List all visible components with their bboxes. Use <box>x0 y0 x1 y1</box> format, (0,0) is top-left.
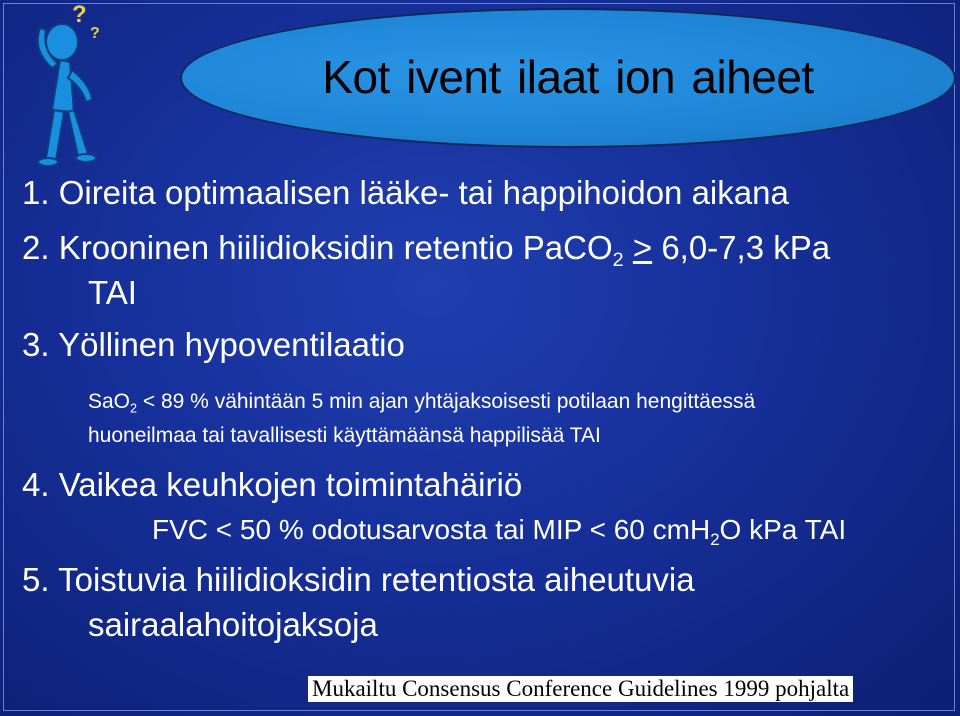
sao-criteria: < 89 % vähintään 5 min ajan yhtäjaksoisesti potilaan hengittäessä <box>142 390 756 413</box>
item-4-detail <box>152 514 846 550</box>
slide-title: Kot ivent ilaat ion aiheet <box>322 51 814 103</box>
subscript: 2 <box>130 401 138 416</box>
thinking-figure-icon <box>12 0 122 170</box>
subscript: 2 <box>710 529 720 549</box>
subscript: 2 <box>612 248 624 271</box>
list-item-1: 1. Oireita optimaalisen lääke- tai happihoidon aikana <box>22 174 789 211</box>
item-3-detail-1 <box>88 390 755 415</box>
svg-text:?: ? <box>90 25 100 42</box>
list-item-2 <box>22 229 830 272</box>
ge-symbol: > <box>632 229 653 266</box>
source-note: Mukailtu Consensus Conference Guidelines 1999 pohjalta <box>308 676 853 702</box>
item-2-or: TAI <box>88 274 137 311</box>
sao-label: SaO <box>88 390 131 413</box>
item-2-text: 2. Krooninen hiilidioksidin retentio PaCO <box>22 229 613 266</box>
fvc-unit: O kPa TAI <box>719 514 847 545</box>
item-3-detail-2: huoneilmaa tai tavallisesti käyttämäänsä happilisää TAI <box>88 424 601 447</box>
fvc-text: FVC < 50 % odotusarvosta tai MIP < 60 cmH <box>152 514 711 545</box>
list-item-3: 3. Yöllinen hypoventilaatio <box>22 326 405 363</box>
svg-text:?: ? <box>72 1 87 28</box>
list-item-5: 5. Toistuvia hiilidioksidin retentiosta aiheutuvia <box>22 561 695 598</box>
list-item-4: 4. Vaikea keuhkojen toimintahäiriö <box>22 466 523 503</box>
item-2-range: 6,0-7,3 kPa <box>661 229 831 266</box>
list-item-5-cont: sairaalahoitojaksoja <box>88 606 378 643</box>
